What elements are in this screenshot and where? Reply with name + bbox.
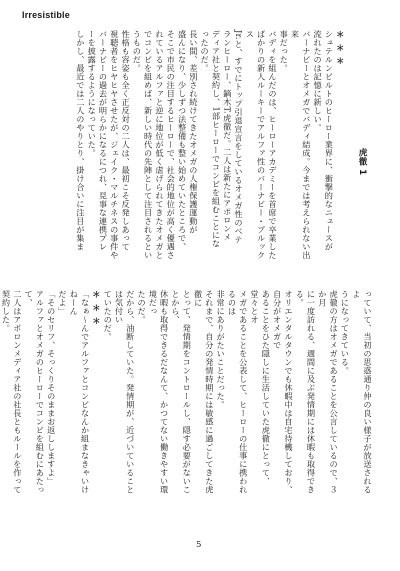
text-line: に一度訪れる、週間に及ぶ発情期には休暇も取得できる。 (295, 290, 317, 494)
text-line: 事だった。 (279, 30, 290, 73)
text-line: それまで、自分の発情時期には敏感に過ごしてきた虎徹に (193, 290, 215, 494)
text-line: ったのだ。 (200, 30, 211, 73)
text-line: 休暇も取得できるだなんて、かつてない働きやすい環境だっ (148, 290, 170, 494)
text-line: バーナビーとオメガでバディ結成。今までは考えられない出来 (290, 30, 312, 260)
text-line: バーナビーの過去が明らかになるにつれ、見事な連携プレ (98, 30, 109, 251)
text-line: 視聴者をヒヤヒヤさせたが、ジェイク・マルチネスの事件や (109, 30, 120, 260)
text-line: たのだ。 (137, 290, 148, 324)
text-line: ていたのだ。 (103, 290, 114, 341)
text-line: シュテルンビルトのヒーロー業界に、衝撃的なニュースが (324, 30, 335, 251)
text-line: オリエンタルタウンでも休暇中は自宅待機しており、自分がオメガで (272, 290, 294, 494)
text-line: とって、発情期をコントロールし、隠す必要がないことから、 (170, 290, 193, 494)
text-line: ランヒーロー、鏑木T.虎徹だ。二人は新たにアポロンメ (222, 30, 233, 242)
text-line: れているアルファと逆に地位が低く虐げられてきたオメガと (154, 30, 165, 260)
text-line: Jr.と、すでにトップ引退宣言をしているオメガ性のベテ (234, 30, 245, 244)
running-head: Irresistible (22, 10, 70, 20)
text-line: っていて、当初の思惑通り仲の良い様子が放送されるよ (351, 290, 373, 494)
text-line: 虎徹の方はオメガであることを公言しているので、３か月 (317, 290, 340, 494)
text-line: ーを披露するようになっていた。 (87, 30, 98, 158)
text-line: ばかりの新人ルーキーでアルファ性のバーナビー・ブルックス (245, 30, 267, 260)
text-line: うになってきている。 (340, 290, 351, 375)
text-line: でコンビを組めば、新しい時代の先陣として注目されるとい (143, 30, 154, 260)
text-line: 非常にありがたいことだった。 (216, 290, 227, 409)
text-line: バディを組んだのは、ヒーローアカデミーを首席で卒業した (267, 30, 278, 260)
text-line: そこで市民の注目するヒーローで、社会的地位が高く優遇さ (166, 30, 177, 260)
scene-break: ＊＊＊ (91, 290, 102, 330)
text-line: うものだ。 (132, 30, 143, 73)
page-number: 5 (196, 540, 202, 550)
lower-text-tier (1, 290, 373, 500)
text-line: 盛んになり、少しずつ法整備も整い始めていたところで、 (177, 30, 188, 251)
text-line: ディア社と契約し、1部ヒーローでコンビを組むことにな (211, 30, 222, 249)
text-line: あることをひた隠しに生活していた虎徹にとって、堂々とオ (250, 290, 272, 486)
text-line: 流れたのは記憶に新しい。 (313, 30, 324, 132)
text-line: アルファとオメガのヒーローでコンビを組むにあたって、 (24, 290, 46, 494)
text-line: 「なぁ～んでアルファとコンビなんか組まなきゃいけねーん (69, 290, 91, 494)
text-line: だから、油断していた。発情期が、近づいていることは気付い (114, 290, 136, 494)
text-line: しかし、最近では二人のやりとり、掛け合いに注目が集ま (75, 30, 86, 251)
text-line: メガであることを公表して、ヒーローの仕事に携われるのは (227, 290, 249, 494)
chapter-heading: 虎徹 1 (357, 148, 367, 176)
scene-break: ＊＊＊ (335, 30, 346, 70)
text-line: 二人はアポロンメディア社の社長ともルールを作って契約した。 (1, 290, 23, 494)
text-line: 性格も容姿も全く正反対の二人は、最初こそ反発しあって (121, 30, 132, 251)
text-line: だよ」 (57, 290, 68, 316)
text-line: 長い間、差別され続けてきたオメガの人権保護運動が (188, 30, 199, 234)
text-line: 「そのセリフ、そっくりそのままお返ししますよ」 (46, 290, 57, 486)
upper-text-tier (28, 30, 373, 262)
